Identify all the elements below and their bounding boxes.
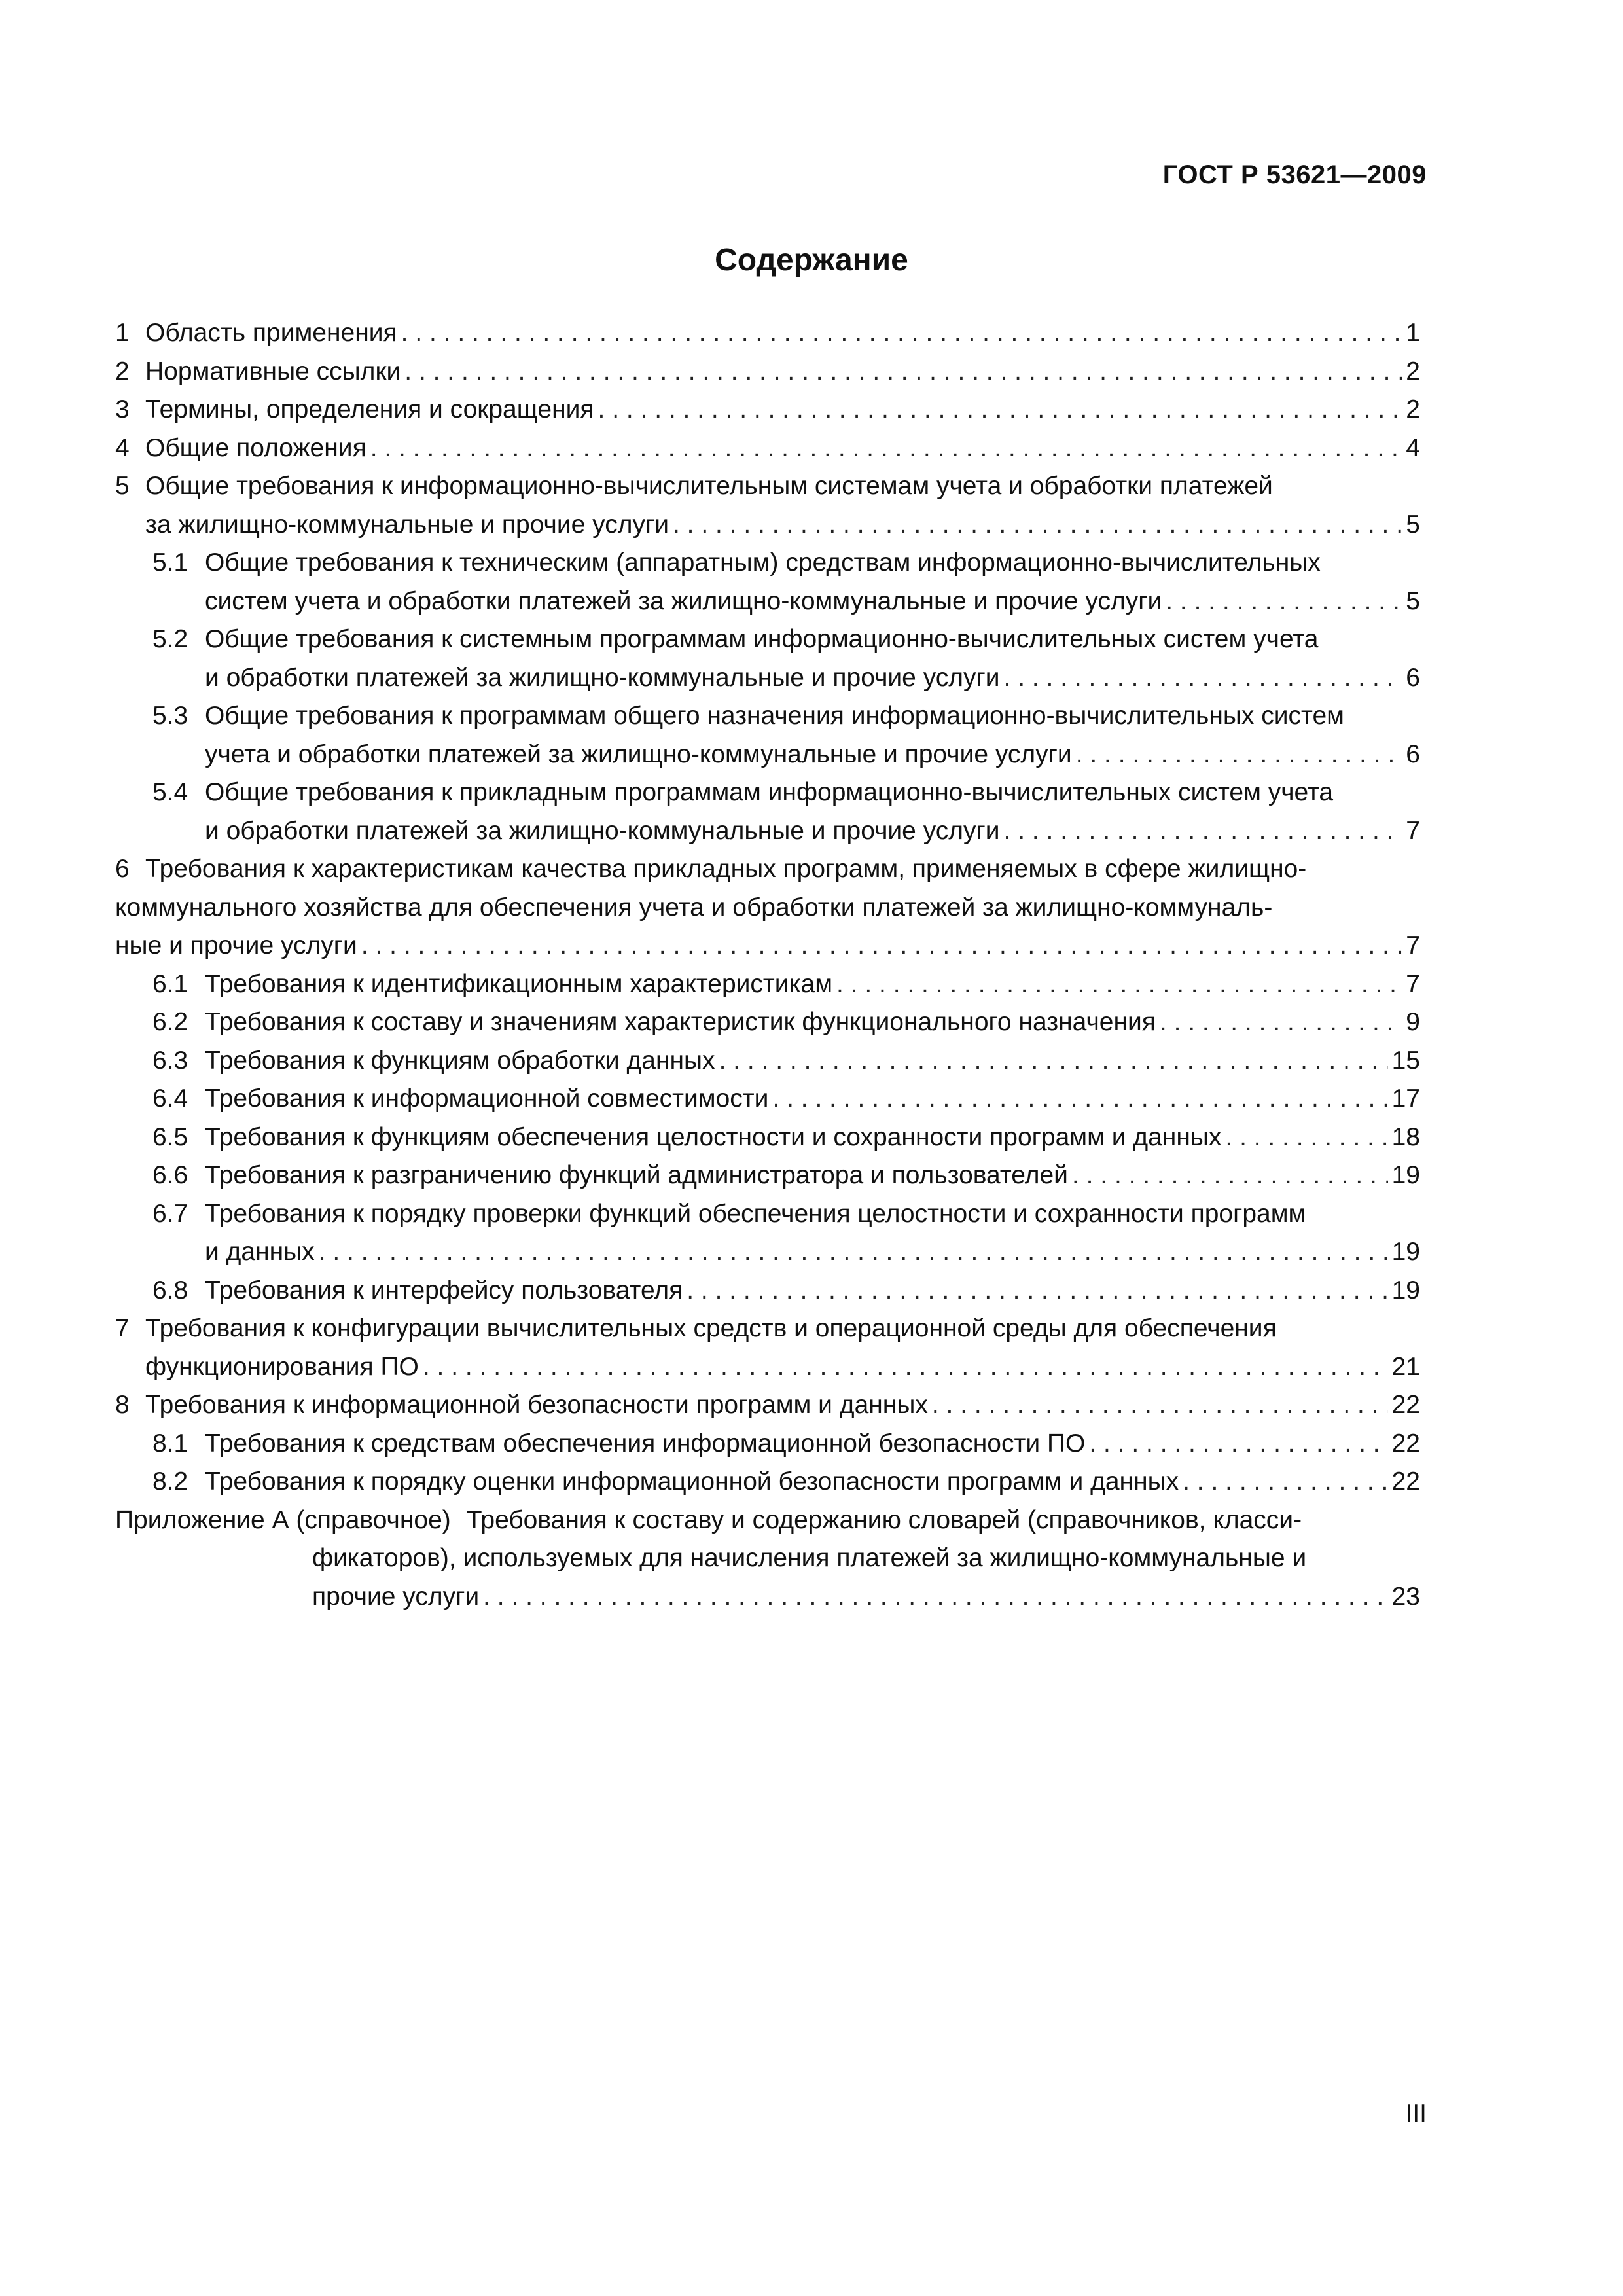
toc-entry-title: Требования к функциям обеспечения целостности и сохранности программ и данных [205,1122,1222,1151]
dot-leader [483,1578,1388,1617]
page-title: Содержание [715,243,908,278]
toc-entry-number: 6.4 [152,1085,188,1113]
toc-entry-title-cont: фикаторов), используемых для начисления платежей за жилищно-коммунальные и [312,1544,1307,1572]
toc-entry-title-cont: и обработки платежей за жилищно-коммунальные и прочие услуги [205,816,1000,845]
toc-entry-5[interactable] [115,467,1420,544]
toc-entry-title: Требования к конфигурации вычислительных средств и операционной среды для обеспечения [145,1314,1277,1342]
toc-entry-5-3[interactable] [115,697,1420,774]
toc-entry-page: 2 [1406,357,1420,386]
toc-entry-5-2[interactable] [115,620,1420,697]
toc-entry-title: Термины, определения и сокращения [145,395,594,423]
toc-entry-8-2[interactable] [115,1463,1420,1501]
toc-entry-number: 7 [115,1314,130,1342]
dot-leader [687,1272,1387,1310]
toc-entry-page: 21 [1391,1352,1420,1381]
appendix-label: Приложение А (справочное) [115,1505,451,1534]
toc-entry-page: 22 [1391,1467,1420,1496]
toc-entry-title: Требования к информационной совместимости [205,1085,769,1113]
toc-entry-title: Требования к порядку проверки функций обеспечения целостности и сохранности программ [205,1199,1306,1228]
toc-entry-number: 6.1 [152,969,188,998]
toc-entry-page: 4 [1406,433,1420,462]
toc-entry-number: 5.3 [152,702,188,730]
toc-entry-7[interactable] [115,1310,1420,1386]
toc-entry-title: Требования к средствам обеспечения информационной безопасности ПО [205,1429,1086,1458]
toc-entry-6-8[interactable] [115,1272,1420,1310]
toc-entry-title-cont: ные и прочие услуги [115,931,357,960]
toc-entry-2[interactable] [115,353,1420,391]
page-folio: III [1405,2100,1427,2128]
dot-leader [1072,1157,1388,1195]
toc-entry-title-cont: коммунального хозяйства для обеспечения учета и обработки платежей за жилищно-коммуналь- [115,893,1273,922]
toc-entry-number: 3 [115,395,130,423]
toc-entry-title: Общие положения [145,433,366,462]
toc-entry-appendix-a[interactable] [115,1501,1420,1617]
dot-leader [1183,1463,1387,1501]
toc-entry-title: Общие требования к информационно-вычислительным системам учета и обработки платежей [145,472,1273,500]
dot-leader [370,429,1402,468]
dot-leader [319,1233,1388,1272]
toc-entry-6-5[interactable] [115,1119,1420,1157]
dot-leader [1166,583,1402,621]
dot-leader [719,1042,1388,1081]
toc-entry-6-2[interactable] [115,1003,1420,1042]
toc-entry-number: 4 [115,433,130,462]
toc-entry-page: 7 [1406,969,1420,998]
toc-entry-number: 5 [115,472,130,500]
dot-leader [836,965,1402,1004]
toc-entry-title: Требования к разграничению функций администратора и пользователей [205,1161,1068,1189]
toc-entry-number: 6.3 [152,1046,188,1075]
toc-entry-6-4[interactable] [115,1080,1420,1119]
dot-leader [423,1348,1388,1387]
toc-entry-number: 8.2 [152,1467,188,1496]
dot-leader [673,506,1402,545]
toc-entry-number: 1 [115,319,130,347]
toc-entry-6[interactable] [115,850,1420,965]
toc-entry-page: 1 [1406,319,1420,347]
toc-entry-number: 5.2 [152,625,188,653]
toc-entry-title: Требования к характеристикам качества прикладных программ, применяемых в сфере жилищно- [145,855,1307,883]
toc-entry-title: Требования к идентификационным характеристикам [205,969,833,998]
toc-entry-5-1[interactable] [115,544,1420,620]
toc-entry-title: Требования к составу и значениям характеристик функционального назначения [205,1008,1156,1036]
toc-entry-title: Общие требования к программам общего назначения информационно-вычислительных систем [205,702,1344,730]
dot-leader [401,314,1402,353]
toc-entry-title-cont: учета и обработки платежей за жилищно-коммунальные и прочие услуги [205,740,1072,768]
toc-entry-number: 6.6 [152,1161,188,1189]
toc-entry-title-cont: и данных [205,1238,315,1266]
toc-entry-page: 9 [1406,1008,1420,1036]
toc-entry-page: 6 [1406,740,1420,768]
toc-entry-title: Требования к интерфейсу пользователя [205,1276,683,1304]
toc-entry-number: 5.1 [152,548,188,577]
toc-entry-title: Общие требования к системным программам информационно-вычислительных систем учета [205,625,1319,653]
dot-leader [932,1386,1388,1425]
toc-entry-page: 5 [1406,586,1420,615]
toc-entry-page: 18 [1391,1122,1420,1151]
toc-entry-8-1[interactable] [115,1425,1420,1463]
toc-entry-title: Требования к функциям обработки данных [205,1046,715,1075]
dot-leader [404,353,1402,391]
toc-entry-1[interactable] [115,314,1420,353]
toc-entry-title-cont: систем учета и обработки платежей за жилищно-коммунальные и прочие услуги [205,586,1162,615]
dot-leader [1004,659,1402,698]
toc-entry-page: 19 [1391,1161,1420,1189]
toc-entry-number: 6.5 [152,1122,188,1151]
dot-leader [772,1080,1387,1119]
toc-entry-title-cont: функционирования ПО [145,1352,419,1381]
toc-entry-6-7[interactable] [115,1195,1420,1272]
dot-leader [1089,1425,1387,1463]
dot-leader [1004,812,1402,851]
toc-entry-8[interactable] [115,1386,1420,1425]
table-of-contents [115,314,1420,1616]
toc-entry-page: 2 [1406,395,1420,423]
toc-entry-title: Требования к информационной безопасности программ и данных [145,1391,928,1419]
toc-entry-6-1[interactable] [115,965,1420,1004]
dot-leader [1160,1003,1402,1042]
toc-entry-page: 19 [1391,1238,1420,1266]
toc-entry-title-cont: за жилищно-коммунальные и прочие услуги [145,510,669,539]
dot-leader [1076,736,1402,774]
toc-entry-5-4[interactable] [115,774,1420,850]
toc-entry-3[interactable] [115,391,1420,429]
toc-entry-title: Требования к порядку оценки информационной безопасности программ и данных [205,1467,1179,1496]
toc-entry-title-cont: прочие услуги [312,1582,480,1611]
dot-leader [361,927,1402,965]
toc-entry-title-cont: и обработки платежей за жилищно-коммунальные и прочие услуги [205,663,1000,692]
toc-entry-page: 6 [1406,663,1420,692]
toc-entry-4[interactable] [115,429,1420,468]
toc-entry-title: Требования к составу и содержанию словарей (справочников, класси- [466,1505,1302,1534]
toc-entry-number: 8.1 [152,1429,188,1458]
toc-entry-number: 6 [115,855,130,883]
toc-entry-page: 17 [1391,1085,1420,1113]
toc-entry-title: Общие требования к техническим (аппаратным) средствам информационно-вычислительных [205,548,1321,577]
toc-entry-page: 15 [1391,1046,1420,1075]
toc-entry-6-3[interactable] [115,1042,1420,1081]
toc-entry-page: 5 [1406,510,1420,539]
toc-entry-page: 23 [1391,1582,1420,1611]
toc-entry-6-6[interactable] [115,1157,1420,1195]
toc-entry-page: 19 [1391,1276,1420,1304]
toc-entry-number: 6.8 [152,1276,188,1304]
toc-entry-number: 6.7 [152,1199,188,1228]
dot-leader [1225,1119,1387,1157]
toc-entry-page: 7 [1406,816,1420,845]
toc-entry-page: 7 [1406,931,1420,960]
toc-entry-title: Нормативные ссылки [145,357,401,386]
dot-leader [598,391,1402,429]
standard-code: ГОСТ Р 53621—2009 [1162,160,1427,189]
toc-entry-page: 22 [1391,1429,1420,1458]
toc-entry-number: 8 [115,1391,130,1419]
toc-entry-title: Область применения [145,319,397,347]
toc-entry-page: 22 [1391,1391,1420,1419]
toc-entry-number: 5.4 [152,778,188,806]
toc-entry-number: 6.2 [152,1008,188,1036]
toc-entry-number: 2 [115,357,130,386]
toc-entry-title: Общие требования к прикладным программам информационно-вычислительных систем учета [205,778,1334,806]
